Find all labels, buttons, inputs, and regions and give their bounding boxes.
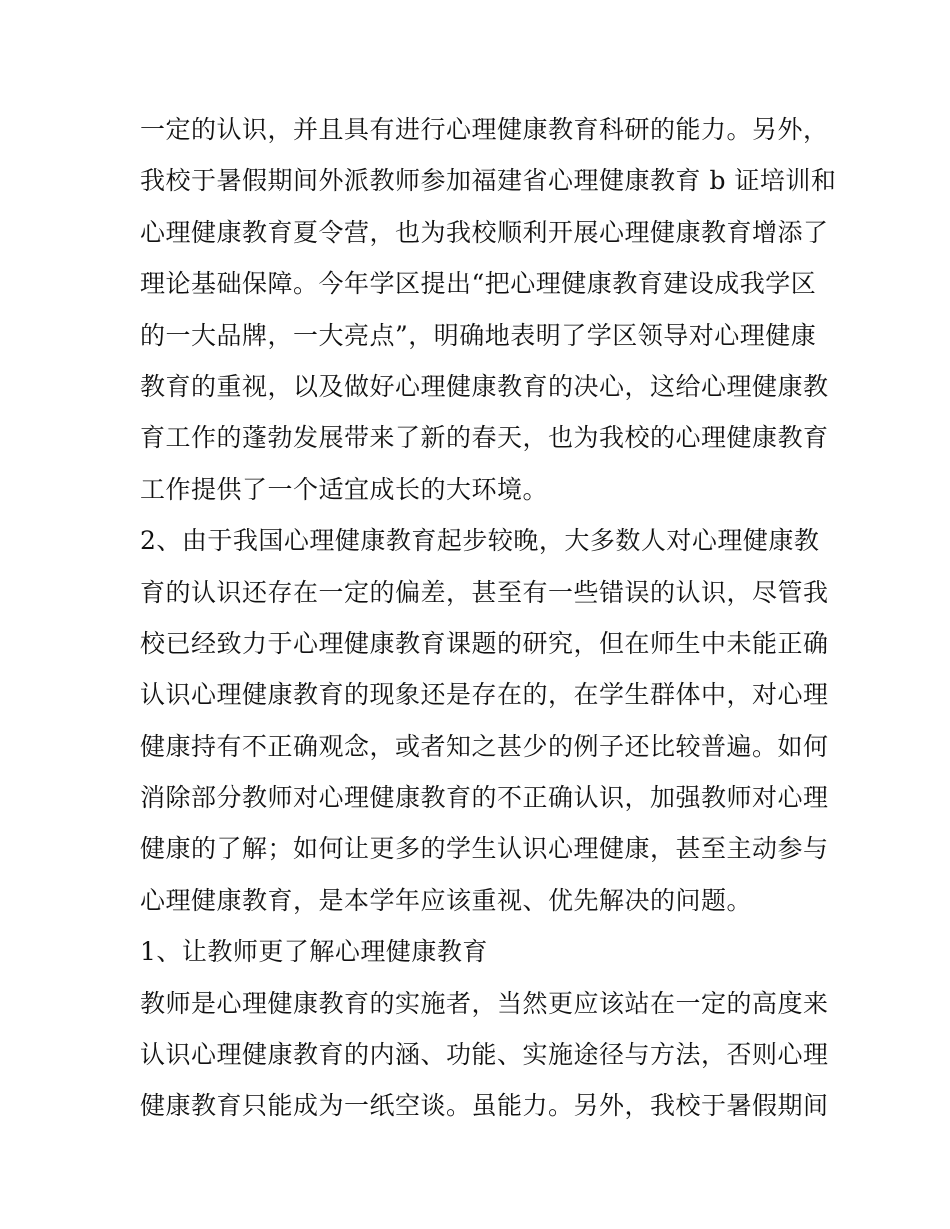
text-line: 教师是心理健康教育的实施者，当然更应该站在一定的高度来	[140, 988, 829, 1018]
text-line: 的一大品牌，一大亮点”，明确地表明了学区领导对心理健康	[140, 320, 817, 350]
text-line: 工作提供了一个适宜成长的大环境。	[140, 474, 549, 504]
section-heading: 1、让教师更了解心理健康教育	[140, 937, 488, 967]
text-line: 育工作的蓬勃发展带来了新的春天，也为我校的心理健康教育	[140, 423, 829, 453]
text-line: 认识心理健康教育的内涵、功能、实施途径与方法，否则心理	[140, 1040, 829, 1070]
text-line: 理论基础保障。今年学区提出“把心理健康教育建设成我学区	[140, 269, 817, 299]
text-line: 健康教育只能成为一纸空谈。虽能力。另外，我校于暑假期间	[140, 1091, 829, 1121]
text-line: 健康持有不正确观念，或者知之甚少的例子还比较普遍。如何	[140, 731, 829, 761]
text-line: 心理健康教育，是本学年应该重视、优先解决的问题。	[140, 885, 753, 915]
text-line: 一定的认识，并且具有进行心理健康教育科研的能力。另外，	[140, 115, 829, 144]
text-line: 校已经致力于心理健康教育课题的研究，但在师生中未能正确	[140, 628, 829, 658]
text-line: 教育的重视，以及做好心理健康教育的决心，这给心理健康教	[140, 371, 829, 401]
body-text	[140, 104, 837, 1132]
text-line: 2、由于我国心理健康教育起步较晚，大多数人对心理健康教	[140, 526, 820, 556]
text-line: 我校于暑假期间外派教师参加福建省心理健康教育 b 证培训和	[140, 166, 837, 196]
text-line: 认识心理健康教育的现象还是存在的，在学生群体中，对心理	[140, 680, 829, 710]
text-line: 健康的了解；如何让更多的学生认识心理健康，甚至主动参与	[140, 834, 829, 864]
text-line: 消除部分教师对心理健康教育的不正确认识，加强教师对心理	[140, 783, 829, 813]
text-line: 心理健康教育夏令营，也为我校顺利开展心理健康教育增添了	[140, 217, 829, 247]
text-line: 育的认识还存在一定的偏差，甚至有一些错误的认识，尽管我	[140, 577, 829, 607]
